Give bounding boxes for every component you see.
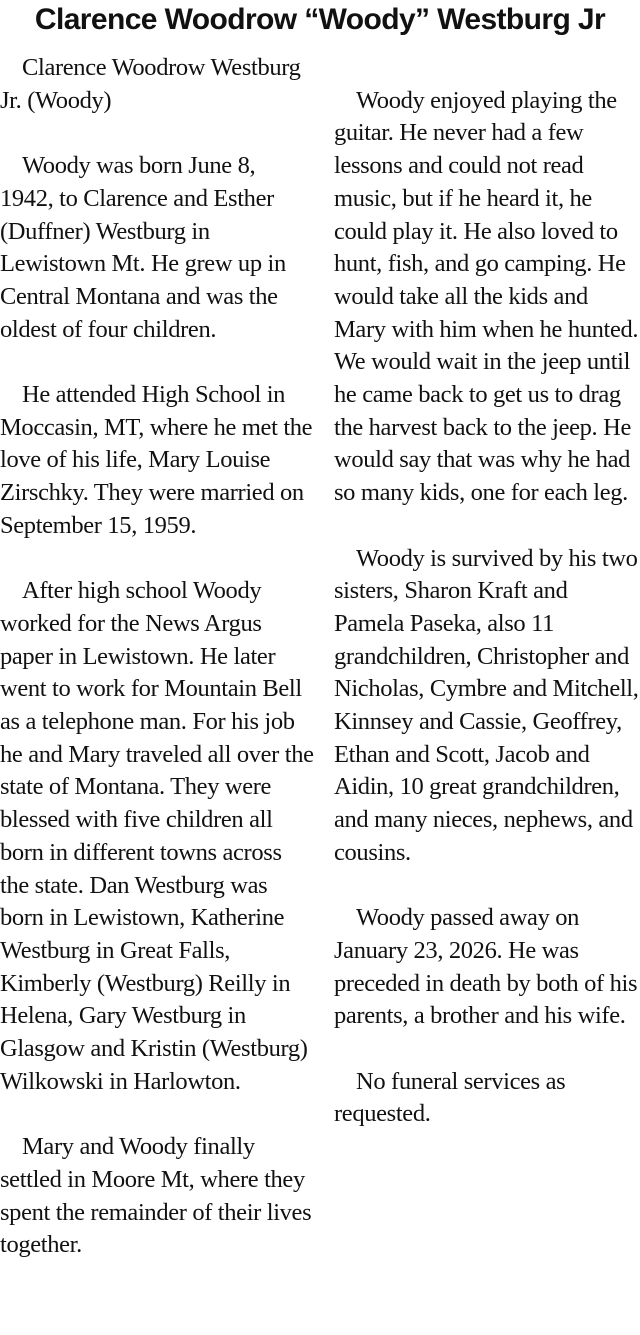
survivors-paragraph: Woody is survived by his two sisters, Sharon Kraft and Pamela Paseka, also 11 grandchildren, Christopher and Nicholas, Cymbre and Mitchell, Kinnsey and Cassie, Geoffrey, Ethan and Scott, Jacob and Aidin, 10 great grandchildren, and many nieces, nephews, and cousins.: [334, 544, 639, 866]
career-paragraph: After high school Woody worked for the News Argus paper in Lewistown. He later went to work for Mountain Bell as a telephone man. For his job he and Mary traveled all over the state of Montana. They were blessed with five children all born in different towns across the state. Dan Westburg was born in Lewistown, Katherine Westburg in Great Falls, Kimberly (Westburg) Reilly in Helena, Gary Westburg in Glasgow and Kristin (Westburg) Wilkowski in Harlowton.: [0, 577, 314, 1095]
right-column: [334, 52, 640, 1131]
marriage-paragraph: He attended High School in Moccasin, MT, where he met the love of his life, Mary Louise Zirschky. They were married on September 15, 1959.: [0, 381, 313, 539]
passing-paragraph: Woody passed away on January 23, 2026. He was preceded in death by both of his parents, a brother and his wife.: [334, 904, 638, 1030]
paragraph-gap: [334, 510, 640, 543]
left-column: [0, 52, 314, 1262]
paragraph-gap: [0, 117, 314, 150]
birth-paragraph: Woody was born June 8, 1942, to Clarence and Esther (Duffner) Westburg in Lewistown Mt. He grew up in Central Montana and was the oldest of four children.: [0, 152, 286, 343]
intro-paragraph: Clarence Woodrow Westburg Jr. (Woody): [0, 54, 301, 114]
obituary-title: Clarence Woodrow “Woody” Westburg Jr: [34, 3, 606, 36]
paragraph-gap: [334, 1033, 640, 1066]
paragraph-gap: [334, 870, 640, 903]
paragraph-gap: [0, 1098, 314, 1131]
paragraph-gap: [0, 346, 314, 379]
paragraph-gap: [334, 52, 640, 85]
hobbies-paragraph: Woody enjoyed playing the guitar. He never had a few lessons and could not read music, but if he heard it, he could play it. He also loved to hunt, fish, and go camping. He would take all the kids and Mary with him when he hunted. We would wait in the jeep until he came back to get us to drag the harvest back to the jeep. He would say that was why he had so many kids, one for each leg.: [334, 86, 639, 507]
services-paragraph: No funeral services as requested.: [334, 1067, 566, 1128]
settled-paragraph: Mary and Woody finally settled in Moore Mt, where they spent the remainder of their lives together.: [0, 1133, 312, 1259]
paragraph-gap: [0, 543, 314, 576]
